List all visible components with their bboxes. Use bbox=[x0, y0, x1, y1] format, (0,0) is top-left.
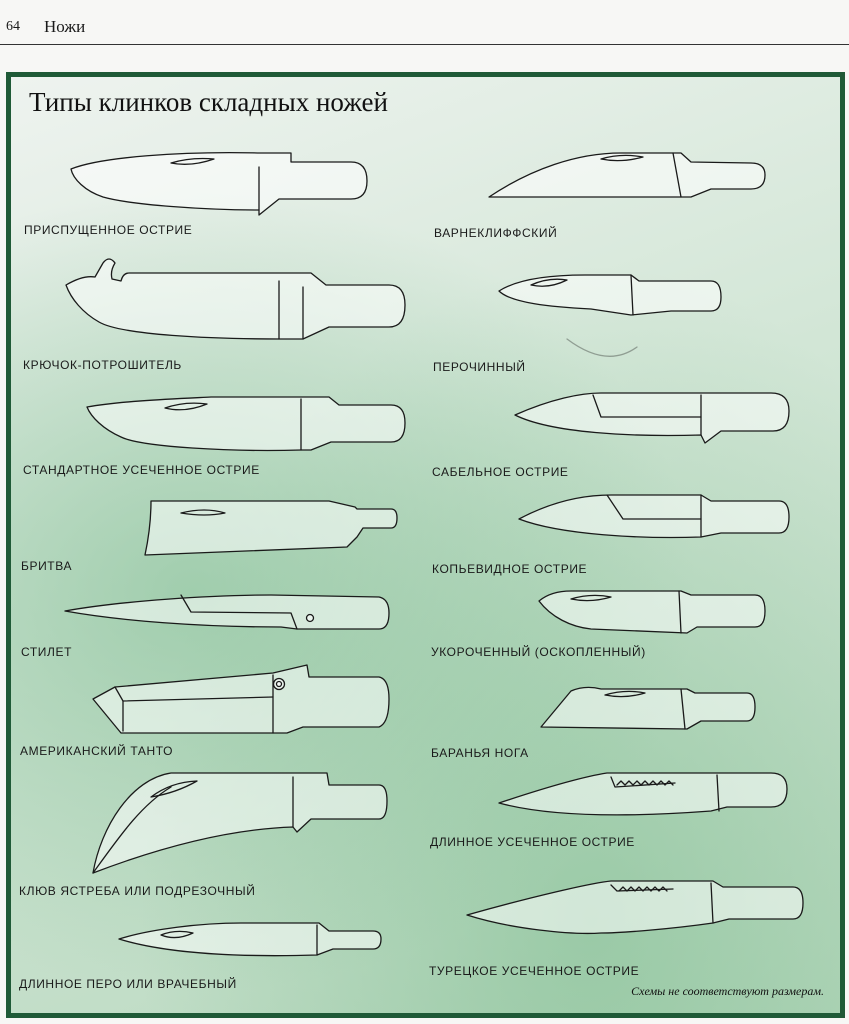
label-standard-clip: СТАНДАРТНОЕ УСЕЧЕННОЕ ОСТРИЕ bbox=[23, 463, 260, 477]
knife-sabre-illustration bbox=[515, 393, 789, 443]
label-gut-hook: КРЮЧОК-ПОТРОШИТЕЛЬ bbox=[23, 358, 182, 372]
knife-hawkbill-illustration bbox=[93, 773, 387, 873]
label-hawkbill: КЛЮВ ЯСТРЕБА ИЛИ ПОДРЕЗОЧНЫЙ bbox=[19, 884, 256, 898]
panel-title: Типы клинков складных ножей bbox=[29, 87, 388, 117]
label-american-tanto: АМЕРИКАНСКИЙ ТАНТО bbox=[20, 744, 174, 758]
header-rule bbox=[0, 44, 849, 45]
label-shortened: УКОРОЧЕННЫЙ (ОСКОПЛЕННЫЙ) bbox=[431, 645, 646, 659]
knife-gut-hook-illustration bbox=[66, 259, 405, 339]
blade-types-panel bbox=[6, 72, 845, 1018]
knife-turkish-clip-illustration bbox=[467, 881, 803, 933]
knife-long-clip-illustration bbox=[499, 773, 787, 815]
knife-wharncliffe-illustration bbox=[489, 153, 765, 197]
knife-long-pen-illustration bbox=[119, 923, 381, 956]
label-long-pen: ДЛИННОЕ ПЕРО ИЛИ ВРАЧЕБНЫЙ bbox=[19, 977, 237, 991]
label-long-clip: ДЛИННОЕ УСЕЧЕННОЕ ОСТРИЕ bbox=[430, 835, 635, 849]
label-sheepfoot: БАРАНЬЯ НОГА bbox=[431, 746, 529, 760]
knife-drop-point-illustration bbox=[71, 153, 367, 215]
label-stiletto: СТИЛЕТ bbox=[21, 645, 73, 659]
page-header bbox=[0, 0, 849, 46]
page-number: 64 bbox=[6, 19, 20, 34]
label-spear: КОПЬЕВИДНОЕ ОСТРИЕ bbox=[432, 562, 588, 576]
label-turkish-clip: ТУРЕЦКОЕ УСЕЧЕННОЕ ОСТРИЕ bbox=[429, 964, 640, 978]
running-head: Ножи bbox=[44, 17, 86, 36]
knife-pen-illustration bbox=[499, 275, 721, 356]
label-drop-point: ПРИСПУЩЕННОЕ ОСТРИЕ bbox=[24, 223, 193, 237]
knife-razor-illustration bbox=[145, 501, 397, 555]
label-pen: ПЕРОЧИННЫЙ bbox=[433, 360, 526, 374]
knife-standard-clip-illustration bbox=[87, 397, 405, 450]
knife-spear-illustration bbox=[519, 495, 789, 537]
knife-shortened-illustration bbox=[539, 591, 765, 633]
label-wharncliffe: ВАРНЕКЛИФФСКИЙ bbox=[434, 226, 558, 240]
knife-stiletto-illustration bbox=[65, 595, 389, 629]
label-razor: БРИТВА bbox=[21, 559, 73, 573]
knife-sheepfoot-illustration bbox=[541, 687, 755, 729]
label-sabre: САБЕЛЬНОЕ ОСТРИЕ bbox=[432, 465, 569, 479]
knife-illustrations bbox=[11, 77, 840, 1013]
footnote: Схемы не соответствуют размерам. bbox=[631, 984, 824, 998]
knife-tanto-illustration bbox=[93, 665, 389, 733]
